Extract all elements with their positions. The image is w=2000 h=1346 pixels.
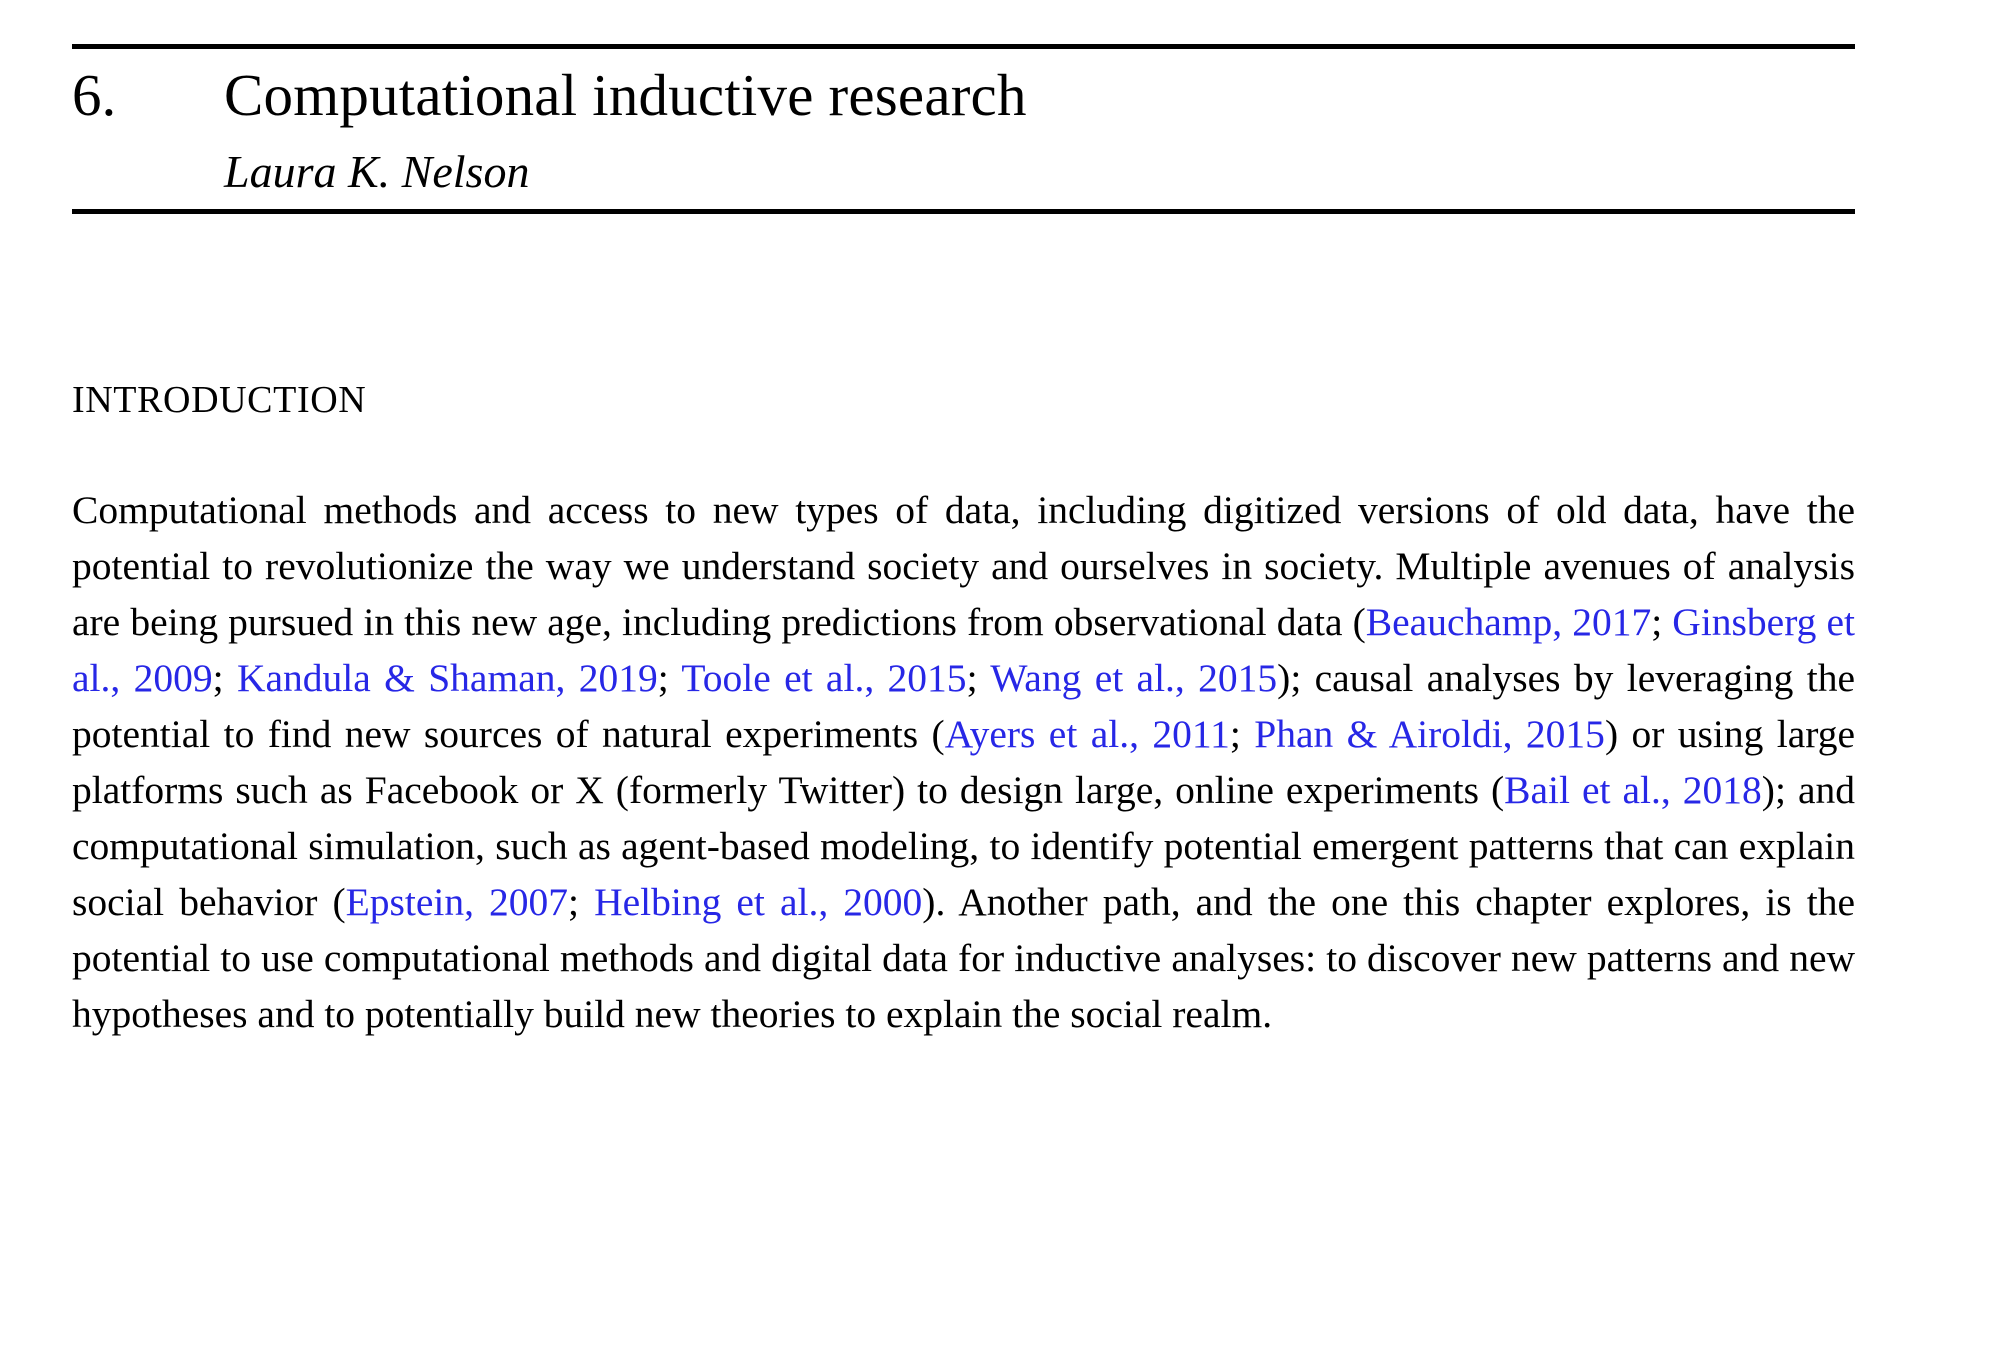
paragraph-text-part: ); causal analyses by leveraging the potential to find new sources of natural experiments ( bbox=[72, 656, 1856, 757]
citation-separator: ; bbox=[657, 656, 682, 701]
chapter-title-row bbox=[72, 63, 1855, 128]
section-heading-introduction: INTRODUCTION bbox=[72, 379, 367, 422]
document-page bbox=[0, 44, 2000, 1346]
citation-link[interactable]: Toole et al., 2015 bbox=[681, 656, 967, 701]
chapter-header bbox=[72, 44, 1855, 214]
citation-link[interactable]: Ayers et al., 2011 bbox=[944, 712, 1230, 757]
citation-separator: ; bbox=[966, 656, 991, 701]
paragraph-text-part: ). Another path, and the one this chapter explores, is the potential to use computational methods and digital data for inductive analyses: to discover new patterns and new hypotheses and to potentially build new theories to explain the social realm. bbox=[72, 880, 1855, 1037]
paragraph-text-part: ); and computational simulation, such as agent-based modeling, to identify potential emergent patterns that can explain social behavior ( bbox=[72, 768, 1855, 925]
citation-separator: ; bbox=[1651, 600, 1673, 645]
citation-link[interactable]: Wang et al., 2015 bbox=[990, 656, 1278, 701]
citation-separator: ; bbox=[212, 656, 237, 701]
citation-link[interactable]: Kandula & Shaman, 2019 bbox=[236, 656, 658, 701]
citation-link[interactable]: Phan & Airoldi, 2015 bbox=[1254, 712, 1605, 757]
paragraph-text-part: ) or using large platforms such as Facebook or X (formerly Twitter) to design large, online experiments ( bbox=[72, 712, 1855, 813]
paragraph-text-part: Computational methods and access to new types of data, including digitized versions of old data, have the potential to revolutionize the way we understand society and ourselves in society. Multiple avenues of analysis are being pursued in this new age, including predictions from observational data ( bbox=[72, 488, 1855, 645]
chapter-number: 6. bbox=[72, 62, 117, 128]
citation-separator: ; bbox=[1229, 712, 1255, 757]
citation-link[interactable]: Bail et al., 2018 bbox=[1504, 768, 1762, 813]
chapter-author: Laura K. Nelson bbox=[224, 145, 530, 197]
page-title: Computational inductive research bbox=[224, 62, 1027, 128]
citation-link[interactable]: Epstein, 2007 bbox=[345, 880, 569, 925]
introduction-paragraph bbox=[72, 482, 1855, 1042]
citation-separator: ; bbox=[568, 880, 595, 925]
citation-link[interactable]: Beauchamp, 2017 bbox=[1365, 600, 1652, 645]
citation-link[interactable]: Ginsberg et al., 2009 bbox=[72, 600, 1855, 701]
citation-link[interactable]: Helbing et al., 2000 bbox=[594, 880, 923, 925]
